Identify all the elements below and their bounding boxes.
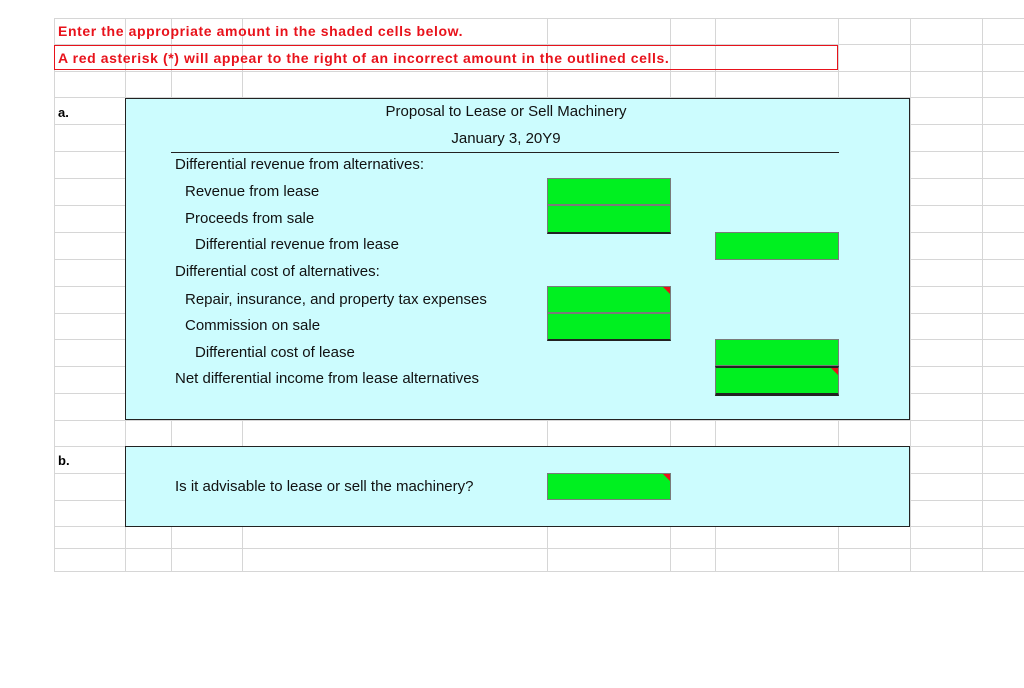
revenue-from-lease-label: Revenue from lease bbox=[185, 183, 320, 200]
commission-input[interactable] bbox=[547, 313, 671, 341]
grid-line bbox=[54, 571, 1024, 572]
grid-line bbox=[54, 18, 55, 572]
differential-revenue-input[interactable] bbox=[715, 232, 839, 260]
part-b-label: b. bbox=[58, 453, 70, 468]
grid-line bbox=[910, 18, 911, 572]
differential-revenue-label: Differential revenue from lease bbox=[195, 236, 399, 253]
part-a-label: a. bbox=[58, 105, 69, 120]
header-underline bbox=[171, 152, 839, 153]
grid-line bbox=[54, 18, 1024, 19]
lease-or-sell-question: Is it advisable to lease or sell the machinery? bbox=[175, 478, 474, 495]
differential-cost-input[interactable] bbox=[715, 339, 839, 366]
grid-line bbox=[54, 71, 1024, 72]
error-marker-icon bbox=[663, 287, 670, 294]
revenue-heading: Differential revenue from alternatives: bbox=[175, 156, 425, 173]
grid-line bbox=[982, 18, 983, 572]
commission-label: Commission on sale bbox=[185, 317, 321, 334]
repair-expenses-input[interactable] bbox=[547, 286, 671, 313]
instruction-line-1: Enter the appropriate amount in the shaded cells below. bbox=[58, 23, 464, 39]
cost-heading: Differential cost of alternatives: bbox=[175, 263, 380, 280]
repair-expenses-label: Repair, insurance, and property tax expenses bbox=[185, 291, 487, 308]
net-income-input[interactable] bbox=[715, 366, 839, 396]
instruction-line-2: A red asterisk (*) will appear to the right of an incorrect amount in the outlined cells. bbox=[58, 50, 670, 66]
proceeds-from-sale-input[interactable] bbox=[547, 205, 671, 234]
statement-title: Proposal to Lease or Sell Machinery bbox=[385, 103, 627, 120]
error-marker-icon bbox=[663, 474, 670, 481]
revenue-from-lease-input[interactable] bbox=[547, 178, 671, 205]
grid-line bbox=[54, 420, 1024, 421]
error-marker-icon bbox=[831, 368, 838, 375]
net-income-label: Net differential income from lease alternatives bbox=[175, 370, 480, 387]
lease-or-sell-input[interactable] bbox=[547, 473, 671, 500]
proceeds-from-sale-label: Proceeds from sale bbox=[185, 210, 315, 227]
statement-date: January 3, 20Y9 bbox=[451, 130, 561, 147]
differential-cost-label: Differential cost of lease bbox=[195, 344, 355, 361]
grid-line bbox=[54, 548, 1024, 549]
